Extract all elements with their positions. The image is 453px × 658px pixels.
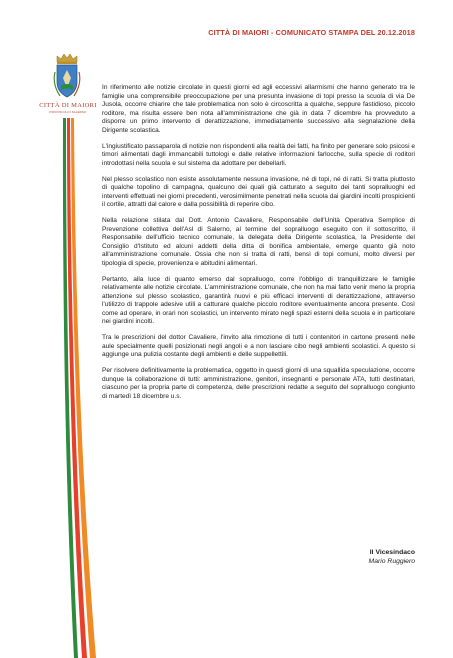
body-paragraph: Pertanto, alla luce di quanto emerso dal sopralluogo, corre l'obbligo di tranquillizzare le famiglie relativamente alle notizie circolate. L'amministrazione comunale, che non ha mai fatto venir meno la propria attenzione sul plesso scolastico, garantirà nuovi e più efficaci interventi di derattizzazione, attraverso l'utilizzo di trappole adesive utili a catturare qualche piccolo roditore eventualmente ancora presente. Così come ad operare, in orari non scolastici, un intervento mirato negli spazi esterni della scuola e in particolare nei giardini incolti. xyxy=(102,275,415,325)
body-paragraph: Nella relazione stilata dal Dott. Antonio Cavaliere, Responsabile dell'Unità Operativa Semplice di Prevenzione collettiva dell'Asl di Salerno, al termine del sopralluogo eseguito con il sottoscritto, il Responsabile dell'ufficio tecnico comunale, la delegata della Dirigente scolastica, la Presidente del Consiglio d'Istituto ed alcuni addetti della ditta di bonifica ambientale, emerge quanto già noto all'amministrazione comunale. Ossia che non si tratta di ratti, bensì di topi comuni, molto diversi per tipologia di specie, provenienza e abitudini alimentari. xyxy=(102,217,415,267)
city-crest-icon xyxy=(52,52,82,100)
press-release-body xyxy=(102,84,415,409)
body-paragraph: In riferimento alle notizie circolate in questi giorni ed agli eccessivi allarmismi che hanno generato tra le famiglie una comprensibile preoccupazione per una presunta invasione di topi presso la scuola di via De Jusola, occorre chiarire che tale problematica non solo è circoscritta a qualche, seppure fastidioso, piccolo roditore, ma risulta essere ben nota all'amministrazione che già in data 7 dicembre ha provveduto a disporre un primo intervento di derattizzazione, immediatamente successivo alla segnalazione della Dirigente scolastica. xyxy=(102,84,415,134)
body-paragraph: Per risolvere definitivamente la problematica, oggetto in questi giorni di una squallida speculazione, occorre dunque la collaborazione di tutti: amministrazione, genitori, insegnanti e personale ATA, tutti destinatari, ciascuno per la propria parte di competenza, delle prescrizioni redatte a seguito del sopralluogo congiunto di martedì 18 dicembre u.s. xyxy=(102,367,415,400)
signatory-name: Mario Ruggiero xyxy=(368,558,415,565)
body-paragraph: L'ingiustificato passaparola di notizie non rispondenti alla realtà dei fatti, ha finito per generare solo psicosi e timori alimentati dagli immancabili tuttologi e dalle relative informazioni farlocche, sulla specie di roditori introdottasi nella scuola e sul sistema da adottare per debellarli. xyxy=(102,142,415,167)
body-paragraph: Nel plesso scolastico non esiste assolutamente nessuna invasione, né di topi, né di ratti. Si tratta piuttosto di qualche topolino di campagna, qualcuno dei quali già catturato a seguito dei tanti sopralluoghi ed interventi effettuati nei giorni precedenti, verosimilmente penetrati nella scuola dai giardini incolti prospicienti il cortile, attratti dal calore e dalla possibilità di reperire cibo. xyxy=(102,175,415,208)
signature-block xyxy=(369,548,415,566)
city-name: CITTÀ DI MAIORI xyxy=(39,102,97,109)
press-release-title: CITTÀ DI MAIORI - COMUNICATO STAMPA DEL 20.12.2018 xyxy=(208,28,415,37)
city-province: PROVINCIA DI SALERNO xyxy=(49,110,87,114)
letterhead-sidebar xyxy=(30,52,100,640)
body-paragraph: Tra le prescrizioni del dottor Cavaliere, l'invito alla rimozione di tutti i contenitori in cartone presenti nelle aule specialmente quelli posizionati negli angoli e a non lasciare cibo negli ambienti scolastici. A questo si aggiunge una pulizia costante degli ambienti e delle suppellettili. xyxy=(102,334,415,358)
tricolor-stripes xyxy=(30,118,100,658)
signatory-role: Il Vicesindaco xyxy=(369,549,415,556)
